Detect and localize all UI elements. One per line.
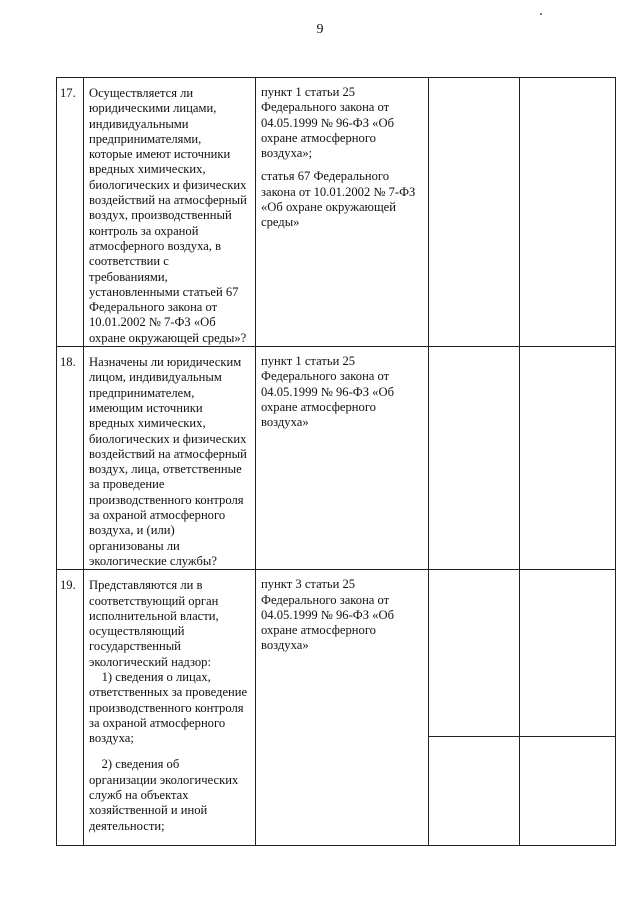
law-line: статья 67 Федерального (261, 169, 390, 184)
row-number: 18. (57, 347, 84, 570)
question-line: осуществляющий (89, 624, 185, 639)
table-row-18 (57, 347, 616, 570)
question-line: охране окружающей среды»? (89, 330, 247, 345)
checklist-table (56, 77, 616, 846)
law-line: «Об охране окружающей (261, 200, 396, 215)
law-line: охране атмосферного (261, 623, 376, 638)
question-line: предпринимателями, (89, 131, 202, 146)
question-line: воздух, производственный (89, 208, 232, 223)
empty-cell (429, 347, 520, 570)
question-line: воздух, лица, ответственные (89, 462, 242, 477)
question-line: за проведение (89, 477, 165, 492)
law-line: воздуха» (261, 415, 309, 430)
empty-cell (520, 78, 616, 347)
question-line: контроль за охраной (89, 223, 199, 238)
question-line: воздействий на атмосферный (89, 446, 247, 461)
question-line: хозяйственной и иной (89, 803, 208, 818)
empty-cell (520, 347, 616, 570)
law-line: Федерального закона от (261, 369, 390, 384)
question-line: ответственных за проведение (89, 685, 248, 700)
question-line: производственного контроля (89, 492, 244, 507)
question-line: организованы ли (89, 538, 180, 553)
question-cell (84, 570, 256, 846)
question-line: исполнительной власти, (89, 608, 219, 623)
question-cell (84, 347, 256, 570)
question-line: служб на объектах (89, 788, 189, 803)
question-line: биологических и физических (89, 177, 247, 192)
question-line: Федерального закона от (89, 300, 218, 315)
question-line: вредных химических, (89, 416, 206, 431)
law-line: 04.05.1999 № 96-ФЗ «Об (261, 607, 394, 622)
question-line: установленными статьей 67 (89, 284, 239, 299)
question-line: за охраной атмосферного (89, 508, 226, 523)
question-line: атмосферного воздуха, в (89, 238, 222, 253)
law-line: среды» (261, 215, 300, 230)
question-line: деятельности; (89, 818, 165, 833)
question-line: за охраной атмосферного (89, 715, 226, 730)
question-line: Представляются ли в (89, 578, 203, 593)
law-line: 04.05.1999 № 96-ФЗ «Об (261, 115, 394, 130)
question-line: Осуществляется ли (89, 86, 194, 100)
question-line: имеющим источники (89, 400, 203, 415)
law-line: Федерального закона от (261, 592, 390, 607)
question-line: индивидуальными (89, 116, 189, 131)
empty-cell (429, 78, 520, 347)
question-line: биологических и физических (89, 431, 247, 446)
page-number: 9 (316, 22, 324, 37)
law-line: воздуха» (261, 638, 309, 653)
question-line: воздуха, и (или) (89, 523, 175, 538)
question-line: производственного контроля (89, 700, 244, 715)
question-line: экологический надзор: (89, 654, 211, 669)
question-line: Назначены ли юридическим (89, 355, 242, 370)
question-line: юридическими лицами, (89, 101, 217, 116)
law-line: закона от 10.01.2002 № 7-ФЗ (261, 184, 416, 199)
question-line: соответствующий орган (89, 593, 219, 608)
row-number: 17. (57, 78, 84, 347)
question-line: соответствии с (89, 254, 169, 269)
law-reference-cell (256, 78, 429, 347)
question-line: государственный (89, 639, 181, 654)
law-line: пункт 3 статьи 25 (261, 577, 356, 592)
question-line: воздействий на атмосферный (89, 193, 247, 208)
law-reference-cell (256, 570, 429, 846)
question-line: 2) сведения об (89, 757, 180, 772)
law-line: охране атмосферного (261, 399, 376, 414)
table-row-17 (57, 78, 616, 347)
law-reference-cell (256, 347, 429, 570)
scan-speck (540, 13, 542, 15)
question-line: требованиями, (89, 269, 168, 284)
question-line: предпринимателем, (89, 385, 195, 400)
question-line: 10.01.2002 № 7-ФЗ «Об (89, 315, 216, 330)
question-line: вредных химических, (89, 162, 206, 177)
question-line: организации экологических (89, 772, 239, 787)
question-line: лицом, индивидуальным (89, 370, 222, 385)
row-number: 19. (57, 570, 84, 846)
law-line: пункт 1 статьи 25 (261, 85, 356, 99)
question-line: которые имеют источники (89, 147, 231, 162)
law-line: воздуха»; (261, 146, 313, 161)
law-line: 04.05.1999 № 96-ФЗ «Об (261, 384, 394, 399)
law-line: пункт 1 статьи 25 (261, 354, 356, 369)
empty-cell (520, 570, 616, 846)
question-line: экологические службы? (89, 553, 217, 568)
empty-cell (429, 570, 520, 846)
question-line: 1) сведения о лицах, (89, 669, 211, 684)
law-line: охране атмосферного (261, 130, 376, 145)
law-line: Федерального закона от (261, 100, 390, 115)
table-row-19 (57, 570, 616, 846)
question-cell (84, 78, 256, 347)
question-line: воздуха; (89, 731, 134, 746)
